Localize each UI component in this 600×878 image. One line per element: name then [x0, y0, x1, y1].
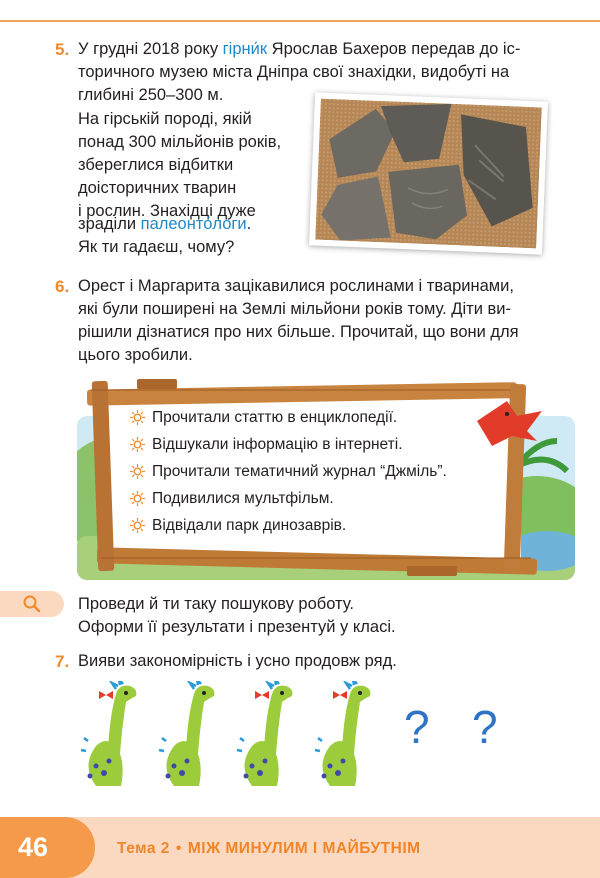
task-6-line-1: Орест і Маргарита зацікавилися рослинами і тваринами, [78, 277, 514, 295]
term-hirnyk-link[interactable]: гірни́к [222, 40, 268, 58]
sun-bullet-icon [130, 437, 145, 452]
task-5-para-4: доісторичних тварин [78, 179, 237, 197]
list-item: Відшукали інформацію в інтернеті. [130, 433, 490, 460]
fossil-photo [309, 92, 548, 254]
task-5-question: Як ти гадаєш, чому? [78, 238, 235, 256]
research-line-1: Проведи й ти таку пошукову роботу. [78, 595, 354, 613]
page-footer [0, 817, 600, 878]
research-line-2: Оформи її результати і презентуй у класі. [78, 618, 396, 636]
top-divider [0, 20, 600, 22]
theme-title: МІЖ МИНУЛИМ І МАЙБУТНІМ [187, 840, 421, 857]
sun-bullet-icon [130, 491, 145, 506]
dinosaur-figure [315, 681, 370, 786]
task-6-line-4: цього зробили. [78, 346, 193, 364]
task-5-paleo-line: зраділи палеонто́логи. [78, 215, 252, 233]
dinosaur-sequence [76, 681, 516, 791]
dinosaur-figure [159, 681, 214, 786]
sun-bullet-icon [130, 464, 145, 479]
question-mark-1: ? [404, 701, 430, 753]
bow-icon [333, 691, 347, 699]
footer-theme [117, 840, 421, 858]
task-7-number: 7. [55, 652, 70, 671]
task-5-number: 5. [55, 40, 70, 59]
activities-list [130, 406, 490, 541]
task-6-number: 6. [55, 277, 70, 296]
task-6-line-2: які були поширені на Землі мільйони років тому. Діти ви- [78, 300, 511, 318]
task-5-para-3: збереглися відбитки [78, 156, 234, 174]
task-5-para-2: понад 300 мільйонів років, [78, 133, 282, 151]
bow-icon [99, 691, 113, 699]
list-item: Відвідали парк динозаврів. [130, 514, 490, 541]
dinosaur-figure [81, 681, 136, 786]
page-number: 46 [18, 832, 49, 862]
term-paleontologists-link[interactable]: палеонто́логи [140, 215, 247, 233]
bow-icon [255, 691, 269, 699]
sun-bullet-icon [130, 518, 145, 533]
task-5-line-2: торичного музею міста Дніпра свої знахідки, видобуті на [78, 63, 510, 81]
research-marker [0, 591, 64, 617]
task-5-para-1: На гірській породі, якій [78, 110, 252, 128]
task-5-para-5: і рослин. Знахідці дуже [78, 202, 256, 220]
task-6-line-3: рішили дізнатися про них більше. Прочитай, що вони для [78, 323, 519, 341]
theme-label: Тема 2 [117, 840, 170, 857]
question-mark-2: ? [472, 701, 498, 753]
dinosaur-figure [237, 681, 292, 786]
theme-separator: • [175, 840, 182, 857]
list-item: Подивилися мультфільм. [130, 487, 490, 514]
task-5-line-3: глибині 250–300 м. [78, 86, 224, 104]
task-7-text: Вияви закономірність і усно продовж ряд. [78, 652, 397, 670]
magnifier-icon [22, 594, 42, 614]
sun-bullet-icon [130, 410, 145, 425]
list-item: Прочитали тематичний журнал “Джміль”. [130, 460, 490, 487]
task-5-line-1: У грудні 2018 року гірни́к Ярослав Бахеров передав до іс- [78, 40, 521, 58]
list-item: Прочитали статтю в енциклопедії. [130, 406, 490, 433]
page-number-tab [0, 817, 95, 878]
